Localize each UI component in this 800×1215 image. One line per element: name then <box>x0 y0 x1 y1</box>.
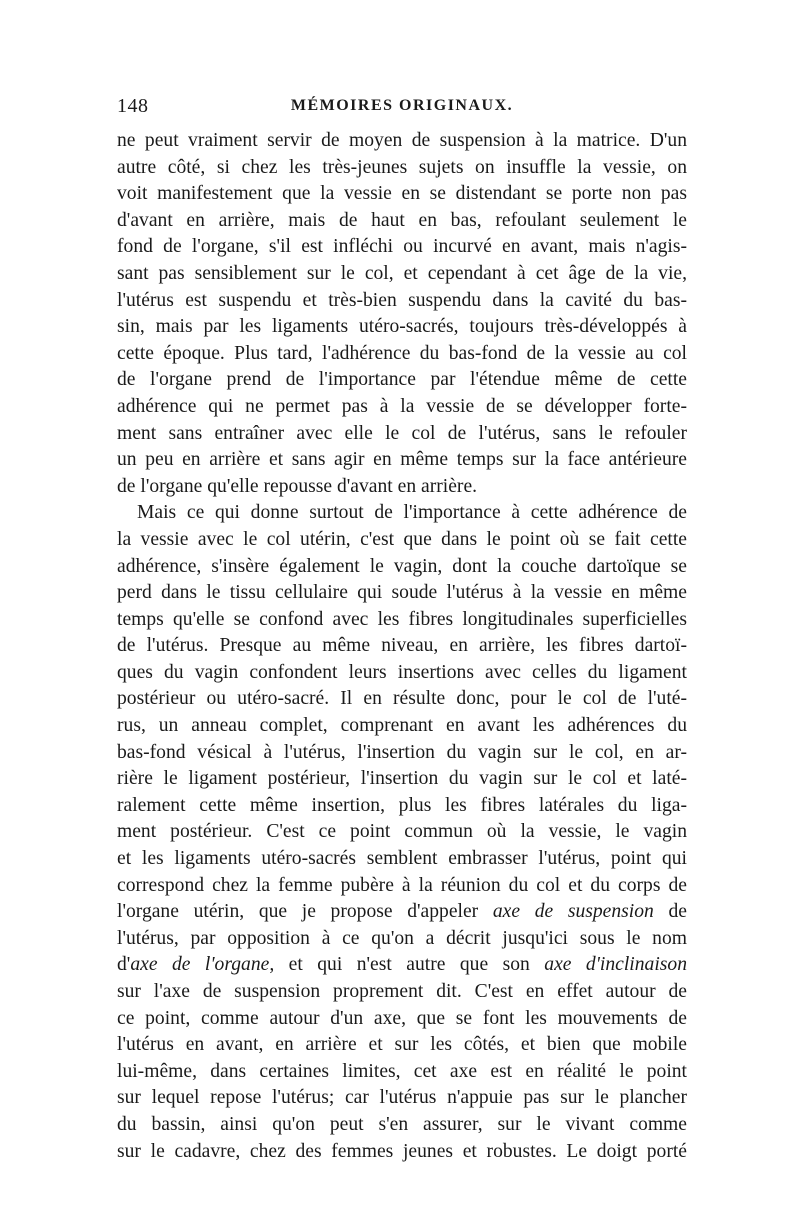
text-line: ment postérieur. C'est ce point commun où la vessie, le vagin <box>117 821 687 843</box>
text-line: du bassin, ainsi qu'on peut s'en assurer, sur le vivant comme <box>117 1113 687 1135</box>
running-title: MÉMOIRES ORIGINAUX. <box>290 97 514 114</box>
emphasis-axe-de-l-organe: axe de l'organe, <box>130 954 275 976</box>
text-line: ment sans entraîner avec elle le col de l'utérus, sans le refouler <box>117 422 687 444</box>
text-line: ques du vagin confondent leurs insertions avec celles du ligament <box>117 661 687 683</box>
text-line: postérieur ou utéro-sacré. Il en résulte donc, pour le col de l'uté- <box>117 688 687 710</box>
text-run: de <box>653 901 687 923</box>
text-line: autre côté, si chez les très-jeunes sujets on insuffle la vessie, on <box>117 156 687 178</box>
text-line: sur l'axe de suspension proprement dit. C'est en effet autour de <box>117 981 687 1002</box>
text-run: d' <box>117 954 131 976</box>
text-line: sur lequel repose l'utérus; car l'utérus n'appuie pas sur le plancher <box>117 1087 687 1109</box>
text-line: perd dans le tissu cellulaire qui soude l'utérus à la vessie en même <box>117 582 687 604</box>
paragraph-2 <box>117 500 687 1165</box>
text-line: l'utérus est suspendu et très-bien suspendu dans la cavité du bas- <box>117 289 687 311</box>
text-line: ce point, comme autour d'un axe, que se font les mouvements de <box>117 1007 687 1029</box>
text-line: un peu en arrière et sans agir en même temps sur la face antérieure <box>117 449 687 471</box>
text-line: ralement cette même insertion, plus les fibres latérales du liga- <box>117 794 687 816</box>
text-line <box>117 899 687 926</box>
text-line: bas-fond vésical à l'utérus, l'insertion du vagin sur le col, en ar- <box>117 741 687 763</box>
text-line: sin, mais par les ligaments utéro-sacrés, toujours très-développés à <box>117 316 687 338</box>
text-line: cette époque. Plus tard, l'adhérence du bas-fond de la vessie au col <box>117 342 687 364</box>
text-line: correspond chez la femme pubère à la réunion du col et du corps de <box>117 874 687 896</box>
emphasis-axe-d-inclinaison: axe d'inclinaison <box>544 954 687 976</box>
text-line: d'avant en arrière, mais de haut en bas, refoulant seulement le <box>117 209 687 231</box>
emphasis-axe-de-suspension: axe de suspension <box>492 901 654 923</box>
text-line: rus, un anneau complet, comprenant en avant les adhérences du <box>117 715 687 737</box>
text-line: rière le ligament postérieur, l'insertion du vagin sur le col et laté- <box>117 768 687 790</box>
page-body <box>117 128 687 1165</box>
text-line: fond de l'organe, s'il est infléchi ou incurvé en avant, mais n'agis- <box>117 236 687 258</box>
text-line: voit manifestement que la vessie en se distendant se porte non pas <box>117 183 687 205</box>
text-line: adhérence qui ne permet pas à la vessie de se développer forte- <box>117 395 687 417</box>
text-line <box>117 952 687 979</box>
text-line: adhérence, s'insère également le vagin, dont la couche dartoïque se <box>117 555 687 577</box>
text-run: et qui n'est autre que son <box>274 954 545 976</box>
text-line: et les ligaments utéro-sacrés semblent embrasser l'utérus, point qui <box>117 848 687 870</box>
paragraph-1 <box>117 128 687 500</box>
text-line: de l'organe prend de l'importance par l'étendue même de cette <box>117 369 687 391</box>
text-line: lui-même, dans certaines limites, cet axe est en réalité le point <box>117 1060 687 1082</box>
text-line: la vessie avec le col utérin, c'est que dans le point où se fait cette <box>117 528 687 550</box>
text-line: l'utérus en avant, en arrière et sur les côtés, et bien que mobile <box>117 1034 687 1056</box>
text-line: sant pas sensiblement sur le col, et cependant à cet âge de la vie, <box>117 262 687 284</box>
text-line: de l'utérus. Presque au même niveau, en arrière, les fibres dartoï- <box>117 635 687 657</box>
text-line: temps qu'elle se confond avec les fibres longitudinales superficielles <box>117 608 687 630</box>
page-number: 148 <box>117 95 149 117</box>
text-line: de l'organe qu'elle repousse d'avant en arrière. <box>117 475 478 497</box>
text-line: sur le cadavre, chez des femmes jeunes et robustes. Le doigt porté <box>117 1140 687 1162</box>
running-header <box>117 95 687 125</box>
text-run: l'organe utérin, que je propose d'appeler <box>117 901 493 923</box>
text-line: l'utérus, par opposition à ce qu'on a décrit jusqu'ici sous le nom <box>117 927 687 949</box>
text-line: ne peut vraiment servir de moyen de suspension à la matrice. D'un <box>117 130 687 151</box>
text-line: Mais ce qui donne surtout de l'importance à cette adhérence de <box>137 502 687 524</box>
